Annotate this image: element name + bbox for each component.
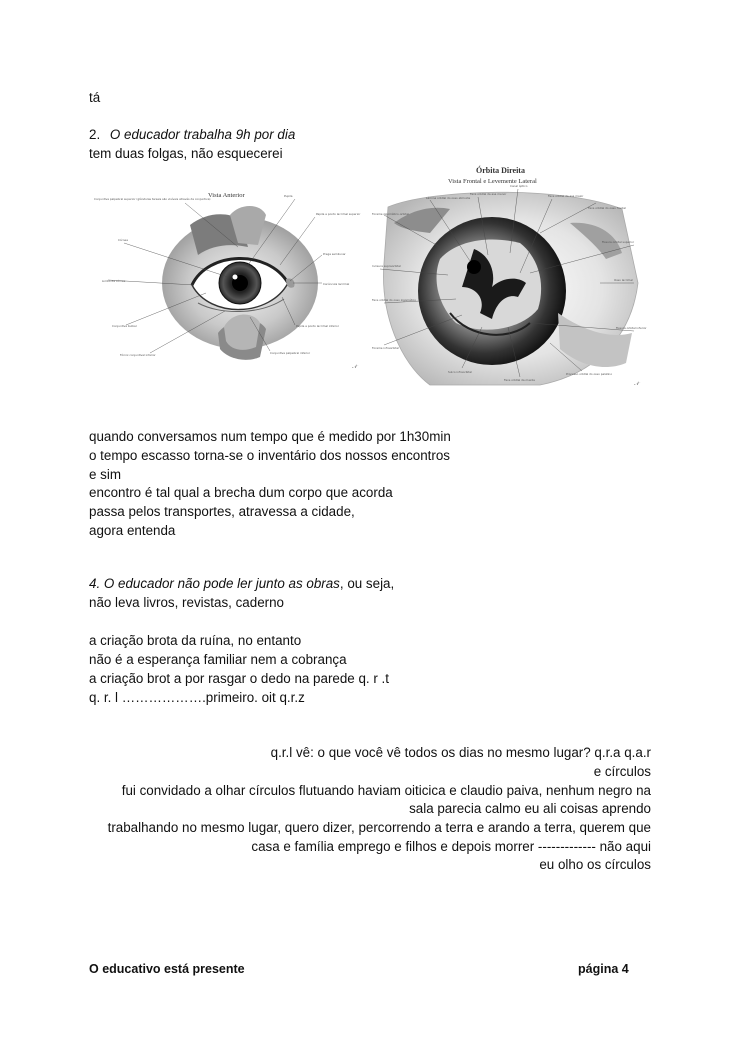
- orbit-label-4: Face orbital da asa maior: [548, 194, 584, 198]
- right-block-line: trabalhando no mesmo lugar, quero dizer, percorrendo a terra e arando a terra, querem que: [107, 820, 651, 835]
- eye-anterior-figure: [90, 185, 370, 380]
- top-fragment: tá: [89, 90, 101, 105]
- orbit-label-13: Sulco infraorbital: [448, 370, 472, 374]
- orbit-label-6: Forame zigomático-orbital: [372, 212, 409, 216]
- eye-anterior-illustration: [90, 185, 370, 380]
- svg-text:𝒩: 𝒩: [352, 364, 357, 370]
- orbit-label-9: Face orbital do osso zigomático: [372, 298, 416, 302]
- section-4-title-rest: , ou seja,: [339, 576, 395, 591]
- eye-label-4: Córnea: [118, 238, 128, 242]
- section-2-heading: [89, 126, 295, 145]
- stanza-2-line: a criação brota da ruína, no entanto: [89, 633, 302, 648]
- eye-label-11: Conjuntiva palpebral inferior: [270, 351, 311, 355]
- eye-label-6: Limbo da córnea: [102, 279, 126, 283]
- orbit-figure-title: Órbita Direita: [476, 166, 525, 175]
- section-4-line: não leva livros, revistas, caderno: [89, 595, 285, 610]
- orbit-label-7: Incisura supraorbital: [372, 264, 401, 268]
- section-2-line: tem duas folgas, não esquecerei: [89, 146, 283, 161]
- stanza-1-line: e sim: [89, 467, 121, 482]
- right-block-line: q.r.l vê: o que você vê todos os dias no mesmo lugar? q.r.a q.a.r: [270, 745, 651, 760]
- orbit-label-12: Forame infraorbital: [372, 346, 399, 350]
- stanza-2-line: não é a esperança familiar nem a cobrança: [89, 652, 347, 667]
- orbit-label-14: Face orbital da maxila: [504, 378, 535, 382]
- eye-label-3: Papila e ponto lacrimal superior: [316, 212, 361, 216]
- orbit-label-2: Face orbital da asa menor: [470, 192, 507, 196]
- eye-label-7: Carúncula lacrimal: [323, 282, 350, 286]
- eye-label-1: Conjuntiva palpebral superior (glândulas tarsais são visíveis através da conjuntiva): [94, 197, 211, 201]
- section-4-heading: [89, 575, 394, 594]
- stanza-1-line: o tempo escasso torna-se o inventário dos nossos encontros: [89, 448, 451, 463]
- orbit-label-8: Fissura orbital superior: [602, 240, 635, 244]
- footer-title: O educativo está presente: [89, 962, 245, 976]
- eye-label-5: Prega semilunar: [323, 252, 346, 256]
- orbit-figure-subtitle: Vista Frontal e Levemente Lateral: [448, 178, 537, 185]
- orbit-illustration: [370, 163, 652, 393]
- right-block-line: e círculos: [593, 764, 651, 779]
- stanza-1-line: passa pelos transportes, atravessa a cidade,: [89, 504, 355, 519]
- eye-label-8: Conjuntiva bulbar: [112, 324, 137, 328]
- stanza-1-line: encontro é tal qual a brecha dum corpo que acorda: [89, 485, 393, 500]
- right-block-line: eu olho os círculos: [539, 857, 651, 872]
- eye-label-2: Pupila: [284, 194, 293, 198]
- orbit-label-11: Fissura orbital inferior: [616, 326, 647, 330]
- stanza-2-line: a criação brot a por rasgar o dedo na parede q. r .t: [89, 671, 389, 686]
- stanza-1-line: agora entenda: [89, 523, 176, 538]
- section-2-title: O educador trabalha 9h por dia: [109, 127, 296, 142]
- section-4-title: 4. O educador não pode ler junto as obras: [89, 576, 340, 591]
- orbit-figure: [370, 163, 652, 393]
- eye-figure-title: Vista Anterior: [208, 192, 245, 199]
- right-block-line: sala parecia calmo eu ali coisas aprendo: [409, 801, 651, 816]
- orbit-label-10: Osso lacrimal: [614, 278, 633, 282]
- right-block-line: casa e família emprego e filhos e depois morrer ------------- não aqui: [251, 839, 651, 854]
- orbit-label-1: Lâmina orbital do osso etmoide: [426, 196, 471, 200]
- right-block-line: fui convidado a olhar círculos flutuando haviam oiticica e claudio paiva, nenhum negro na: [121, 783, 651, 798]
- eye-label-10: Fórnix conjuntival inferior: [120, 353, 156, 357]
- eye-label-9: Papila e ponto lacrimal inferior: [296, 324, 339, 328]
- section-2-number: 2.: [89, 127, 101, 142]
- stanza-1-line: quando conversamos num tempo que é medido por 1h30min: [89, 429, 451, 444]
- svg-text:𝒩: 𝒩: [634, 381, 639, 387]
- orbit-label-5: Face orbital do osso frontal: [588, 206, 626, 210]
- page-number: página 4: [578, 962, 629, 976]
- stanza-2-line: q. r. l ……………….primeiro. oit q.r.z: [89, 690, 305, 705]
- orbit-label-3: Canal óptico: [510, 184, 528, 188]
- orbit-label-15: Processo orbital do osso palatino: [566, 372, 613, 376]
